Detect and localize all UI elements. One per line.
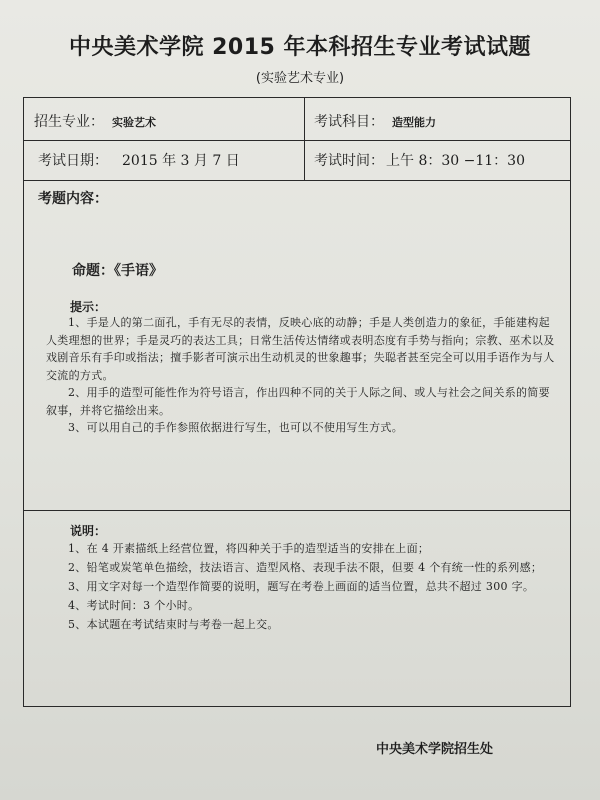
date-value: 2015 年 3 月 7 日: [122, 153, 240, 169]
time-cell: [314, 150, 525, 170]
table-rule: [24, 180, 570, 181]
issuer-signature: 中央美术学院招生处: [376, 742, 494, 757]
hint-list: [46, 314, 558, 437]
hint-item: 3、可以用自己的手作参照依据进行写生，也可以不使用写生方式。: [68, 421, 403, 434]
hint-item: 2、用手的造型可能性作为符号语言，作出四种不同的关于人际之间、或人与社会之间关系的简要叙事，并将它描绘出来。: [46, 386, 550, 417]
table-rule: [24, 510, 570, 511]
note-item: 5、本试题在考试结束时与考卷一起上交。: [68, 618, 279, 631]
time-label: 考试时间：: [314, 153, 384, 169]
time-value: 上午 8：30 −11：30: [386, 153, 525, 169]
note-item: 4、考试时间：3 个小时。: [68, 599, 200, 612]
notes-heading: 说明：: [70, 524, 107, 538]
date-cell: [38, 150, 240, 170]
note-item: 2、铅笔或炭笔单色描绘，技法语言、造型风格、表现手法不限，但要 4 个有统一性的系列感；: [68, 561, 543, 574]
subject-value: 造型能力: [392, 116, 436, 129]
hint-item: 1、手是人的第二面孔，手有无尽的表情，反映心底的动静；手是人类创造力的象征，手能建构起人类理想的世界；手是灵巧的表达工具；日常生活传达情绪或表明态度有手势与指向；宗教、巫术以及戏剧音乐有手印或指法；擅手影者可演示出生动机灵的世象趣事；失聪者甚至完全可以用手语作为与人交流的方式。: [46, 316, 555, 382]
content-heading: 考题内容：: [38, 191, 108, 207]
date-label: 考试日期：: [38, 153, 108, 169]
major-label: 招生专业：: [34, 114, 104, 130]
major-value: 实验艺术: [112, 116, 156, 129]
hint-heading: 提示：: [70, 300, 107, 314]
exam-title: 中央美术学院 2015 年本科招生专业考试试题: [68, 35, 532, 60]
note-item: 3、用文字对每一个造型作简要的说明，题写在考卷上画面的适当位置，总共不超过 300 字。: [68, 580, 535, 593]
table-rule: [24, 140, 570, 141]
note-item: 1、在 4 开素描纸上经营位置，将四种关于手的造型适当的安排在上面；: [68, 542, 430, 555]
major-cell: [34, 111, 156, 131]
topic-title: 命题：《手语》: [72, 263, 163, 279]
notes-list: [46, 539, 558, 634]
exam-table: [23, 97, 571, 707]
exam-subtitle: (实验艺术专业): [255, 71, 345, 86]
subject-label: 考试科目：: [314, 114, 384, 130]
table-divider: [304, 98, 305, 180]
subject-cell: [314, 111, 436, 131]
